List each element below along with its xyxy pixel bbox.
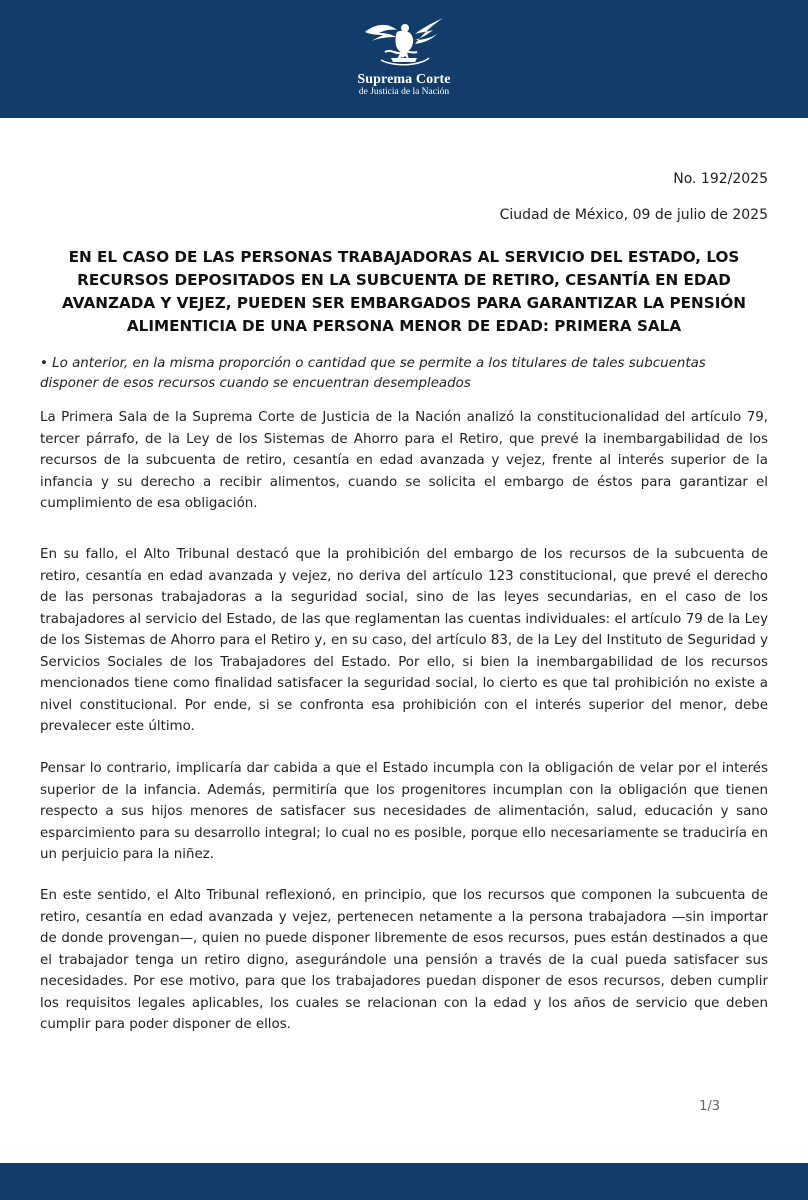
institution-subname: de Justicia de la Nación [358, 87, 450, 97]
court-logo [344, 12, 464, 112]
headline: EN EL CASO DE LAS PERSONAS TRABAJADORAS AL SERVICIO DEL ESTADO, LOS RECURSOS DEPOSITADOS EN LA SUBCUENTA DE RETIRO, CESANTÍA EN EDAD AVANZADA Y VEJEZ, PUEDEN SER EMBARGADOS PARA GARANTIZAR LA PENSIÓN ALIMENTICIA DE UNA PERSONA MENOR DE EDAD: PRIMERA SALA [62, 248, 746, 335]
institution-name: Suprema Corte [357, 72, 451, 87]
page-indicator: 1/3 [699, 1099, 720, 1114]
body-paragraph: En este sentido, el Alto Tribunal reflexionó, en principio, que los recursos que componen la subcuenta de retiro, cesantía en edad avanzada y vejez, pertenecen netamente a la persona trabajadora —sin importar de donde provengan—, quien no puede disponer libremente de esos recursos, pues están destinados a que el trabajador tenga un retiro digno, asegurándole una pensión a través de la cual pueda satisfacer sus necesidades. Por ese motivo, para que los trabajadores puedan disponer de esos recursos, deben cumplir los requisitos legales aplicables, los cuales se relacionan con la edad y los años de servicio que deben cumplir para poder disponer de ellos. [40, 888, 768, 1032]
footer-band [0, 1163, 808, 1200]
body-paragraph: En su fallo, el Alto Tribunal destacó que la prohibición del embargo de los recursos de la subcuenta de retiro, cesantía en edad avanzada y vejez, no deriva del artículo 123 constitucional, que prevé el derecho de las personas trabajadoras a la seguridad social, sino de las leyes secundarias, en el caso de los trabajadores al servicio del Estado, de las que reglamentan las cuentas individuales: el artículo 79 de la Ley de los Sistemas de Ahorro para el Retiro y, en su caso, del artículo 83, de la Ley del Instituto de Seguridad y Servicios Sociales de los Trabajadores del Estado. Por ello, si bien la inembargabilidad de los recursos mencionados tiene como finalidad satisfacer la seguridad social, lo cierto es que tal prohibición no existe a nivel constitucional. Por ende, si se confronta esa prohibición con el interés superior del menor, debe prevalecer este último. [40, 547, 768, 734]
eagle-emblem-icon [361, 12, 447, 70]
place-date: Ciudad de México, 09 de julio de 2025 [499, 207, 768, 223]
body-paragraph: La Primera Sala de la Suprema Corte de Justicia de la Nación analizó la constitucionalidad del artículo 79, tercer párrafo, de la Ley de los Sistemas de Ahorro para el Retiro, que prevé la inembargabilidad de los recursos de la subcuenta de retiro, cesantía en edad avanzada y vejez, frente al interés superior de la infancia y su derecho a recibir alimentos, cuando se solicita el embargo de éstos para garantizar el cumplimiento de esa obligación. [40, 410, 768, 511]
summary-bullet: • Lo anterior, en la misma proporción o cantidad que se permite a los titulares de tales subcuentas disponer de esos recursos cuando se encuentran desempleados [40, 356, 706, 391]
body-paragraph: Pensar lo contrario, implicaría dar cabida a que el Estado incumpla con la obligación de velar por el interés superior de la infancia. Además, permitiría que los progenitores incumplan con la obligación que tienen respecto a sus hijos menores de satisfacer sus necesidades de alimentación, salud, educación y sano esparcimiento para su desarrollo integral; lo cual no es posible, porque ello necesariamente se traduciría en un perjuicio para la niñez. [40, 761, 768, 862]
press-release-number: No. 192/2025 [673, 171, 768, 187]
header-band [0, 0, 808, 118]
